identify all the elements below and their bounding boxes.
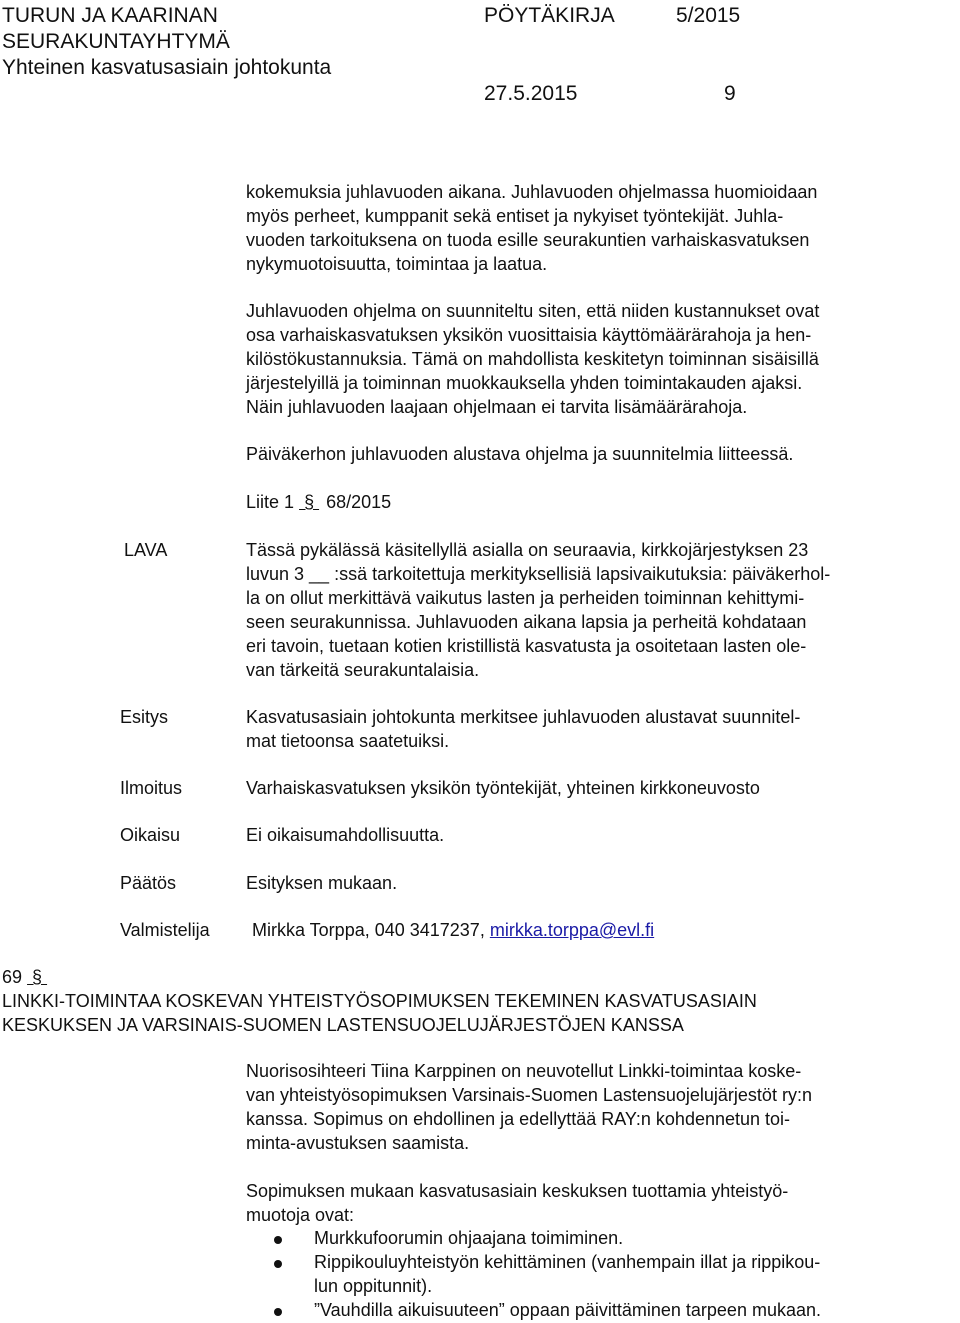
list-item-text: ”Vauhdilla aikuisuuteen” oppaan päivittäminen tarpeen mukaan. <box>314 1300 821 1320</box>
org-name-line1: TURUN JA KAARINAN <box>2 4 218 27</box>
valmistelija-label: Valmistelija <box>120 920 210 940</box>
text-line: Nuorisosihteeri Tiina Karppinen on neuvotellut Linkki-toimintaa koske- <box>246 1061 802 1081</box>
list-item-text: Murkkufoorumin ohjaajana toimiminen. <box>314 1228 624 1248</box>
text-line: nykymuotoisuutta, toimintaa ja laatua. <box>246 254 548 274</box>
text-line: van yhteistyösopimuksen Varsinais-Suomen Lastensuojelujärjestöt ry:n <box>246 1085 812 1105</box>
section-sign-icon: § <box>27 967 48 987</box>
text-line: la on ollut merkittävä vaikutus lasten ja perheiden toiminnan kehittymi- <box>246 588 805 608</box>
text-line: Juhlavuoden ohjelma on suunniteltu siten, että niiden kustannukset ovat <box>246 301 820 321</box>
valmistelija-text <box>252 919 654 942</box>
preparer-email-link[interactable]: mirkka.torppa@evl.fi <box>489 920 655 940</box>
section-sign-icon: § <box>299 492 320 512</box>
esitys-label: Esitys <box>120 707 169 727</box>
text-line: Sopimuksen mukaan kasvatusasiain keskuksen tuottamia yhteistyö- <box>246 1181 789 1201</box>
lava-label: LAVA <box>124 540 168 560</box>
text-line: van tärkeitä seurakuntalaisia. <box>246 660 480 680</box>
ilmoitus-text: Varhaiskasvatuksen yksikön työntekijät, yhteinen kirkkoneuvosto <box>246 778 760 798</box>
text-line: Näin juhlavuoden laajaan ohjelmaan ei tarvita lisämäärärahoja. <box>246 397 748 417</box>
paatos-label: Päätös <box>120 873 177 893</box>
list-item-text: Rippikouluyhteistyön kehittäminen (vanhempain illat ja rippikou- <box>314 1252 821 1272</box>
bullet-icon <box>274 1236 282 1244</box>
text-line: Tässä pykälässä käsitellyllä asialla on seuraavia, kirkkojärjestyksen 23 <box>246 540 809 560</box>
meeting-date: 27.5.2015 <box>484 82 578 105</box>
text-line: kilöstökustannuksia. Tämä on mahdollista keskitetyn toiminnan sisäisillä <box>246 349 819 369</box>
bullet-icon <box>274 1260 282 1268</box>
text-line: järjestelyillä ja toiminnan muokkauksella yhden toimintakauden ajaksi. <box>246 373 803 393</box>
section-title-line1: LINKKI-TOIMINTAA KOSKEVAN YHTEISTYÖSOPIMUKSEN TEKEMINEN KASVATUSASIAIN <box>2 991 757 1011</box>
oikaisu-label: Oikaisu <box>120 825 181 845</box>
oikaisu-text: Ei oikaisumahdollisuutta. <box>246 825 445 845</box>
text-line: seen seurakunnissa. Juhlavuoden aikana lapsia ja perheitä kohdataan <box>246 612 807 632</box>
esitys-text-line: mat tietoonsa saatetuiksi. <box>246 731 450 751</box>
section-number <box>2 965 49 989</box>
bullet-icon <box>274 1308 282 1316</box>
section-number-value: 69 <box>2 967 23 987</box>
preparer-contact: Mirkka Torppa, 040 3417237, <box>252 920 485 940</box>
org-name-line2: SEURAKUNTAYHTYMÄ <box>2 30 230 53</box>
doc-type: PÖYTÄKIRJA <box>484 4 615 27</box>
text-line: vuoden tarkoituksena on tuoda esille seurakuntien varhaiskasvatuksen <box>246 230 810 250</box>
text-line: muotoja ovat: <box>246 1205 355 1225</box>
text-line: luvun 3 __ :ssä tarkoitettuja merkityksellisiä lapsivaikutuksia: päiväkerhol- <box>246 564 831 584</box>
text-line: minta-avustuksen saamista. <box>246 1133 470 1153</box>
doc-number: 5/2015 <box>676 4 741 27</box>
text-line: kanssa. Sopimus on ehdollinen ja edellyttää RAY:n kohdennetun toi- <box>246 1109 791 1129</box>
attachment-ref: 68/2015 <box>326 492 392 512</box>
page-number: 9 <box>724 82 736 105</box>
list-item-text: lun oppitunnit). <box>314 1276 433 1296</box>
attachment-reference <box>246 491 391 514</box>
section-title-line2: KESKUKSEN JA VARSINAIS-SUOMEN LASTENSUOJELUJÄRJESTÖJEN KANSSA <box>2 1015 684 1035</box>
org-name-line3: Yhteinen kasvatusasiain johtokunta <box>2 56 332 79</box>
appendix-note: Päiväkerhon juhlavuoden alustava ohjelma ja suunnitelmia liitteessä. <box>246 444 794 464</box>
text-line: eri tavoin, tuetaan kotien kristillistä kasvatusta ja osoitetaan lasten ole- <box>246 636 807 656</box>
text-line: myös perheet, kumppanit sekä entiset ja nykyiset työntekijät. Juhla- <box>246 206 784 226</box>
paatos-text: Esityksen mukaan. <box>246 873 398 893</box>
text-line: osa varhaiskasvatuksen yksikön vuosittaisia käyttömäärärahoja ja hen- <box>246 325 812 345</box>
ilmoitus-label: Ilmoitus <box>120 778 183 798</box>
text-line: kokemuksia juhlavuoden aikana. Juhlavuoden ohjelmassa huomioidaan <box>246 182 818 202</box>
attachment-prefix: Liite 1 <box>246 492 295 512</box>
esitys-text-line: Kasvatusasiain johtokunta merkitsee juhlavuoden alustavat suunnitel- <box>246 707 801 727</box>
